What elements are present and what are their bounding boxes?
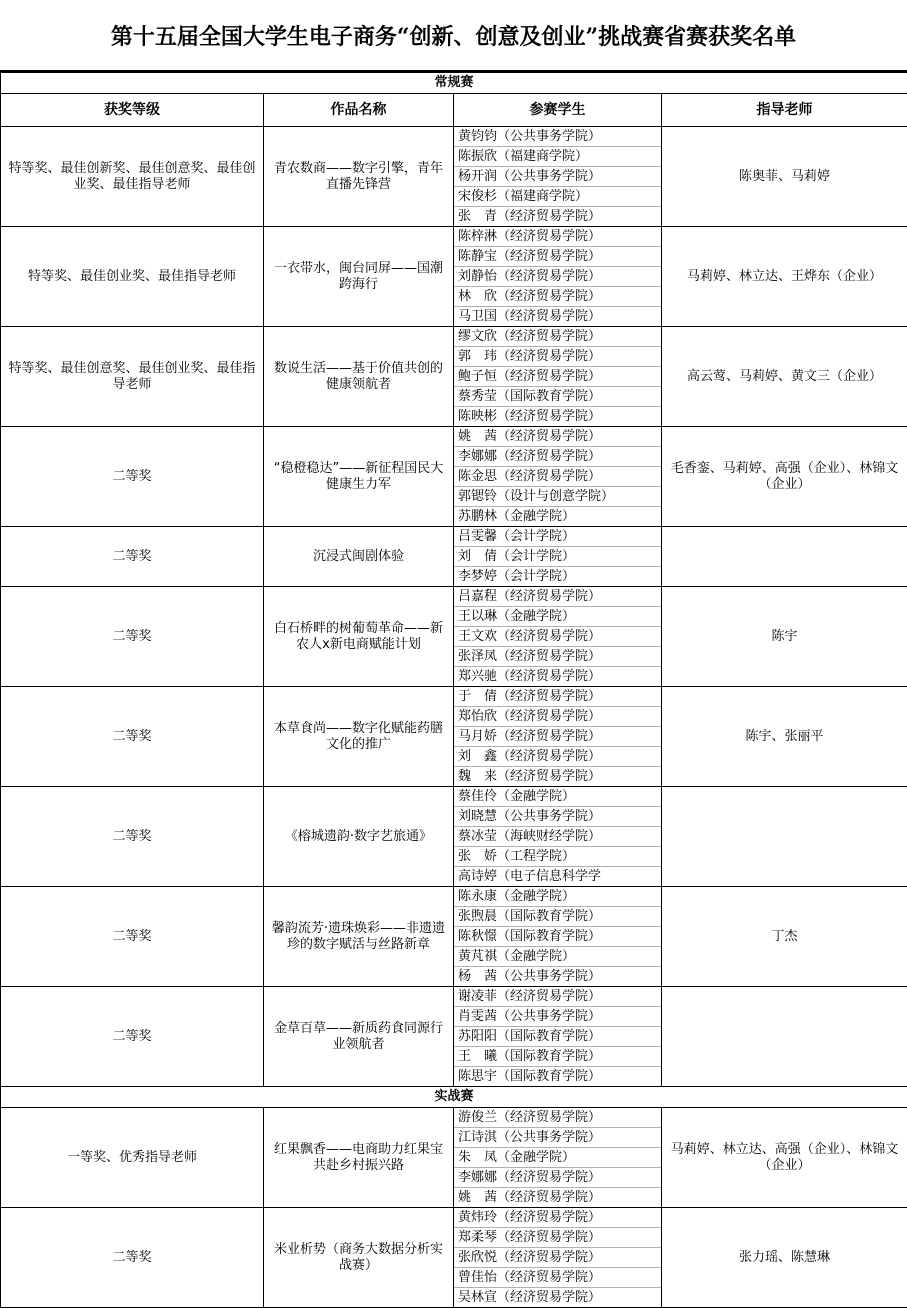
student-name: 刘静怡（经济贸易学院）: [454, 267, 661, 287]
award-level: 二等奖: [1, 887, 264, 987]
award-level: 二等奖: [1, 687, 264, 787]
table-row: [1, 1108, 907, 1208]
award-level: 二等奖: [1, 427, 264, 527]
student-name: 郭锶铃（设计与创意学院）: [454, 487, 661, 507]
table-row: [1, 427, 907, 527]
page-title: 第十五届全国大学生电子商务“创新、创意及创业”挑战赛省赛获奖名单: [0, 0, 907, 72]
student-name: 蔡秀莹（国际教育学院）: [454, 387, 661, 407]
table-row: [1, 787, 907, 887]
student-name: 姚 茜（经济贸易学院）: [454, 1188, 661, 1207]
student-name: 马月娇（经济贸易学院）: [454, 727, 661, 747]
student-name: 张欣悦（经济贸易学院）: [454, 1248, 661, 1268]
header-row: [1, 94, 907, 127]
student-name: 王以琳（金融学院）: [454, 607, 661, 627]
student-name: 曾佳怡（经济贸易学院）: [454, 1268, 661, 1288]
student-name: 吕雯馨（会计学院）: [454, 527, 661, 547]
student-list: [454, 427, 662, 527]
student-name: 张泽凤（经济贸易学院）: [454, 647, 661, 667]
student-name: 王文欢（经济贸易学院）: [454, 627, 661, 647]
student-list: [454, 587, 662, 687]
student-name: 杨 茜（公共事务学院）: [454, 967, 661, 986]
award-level: 特等奖、最佳创新奖、最佳创意奖、最佳创业奖、最佳指导老师: [1, 127, 264, 227]
table-row: [1, 587, 907, 687]
student-name: 张煦晨（国际教育学院）: [454, 907, 661, 927]
student-name: 刘 鑫（经济贸易学院）: [454, 747, 661, 767]
student-name: 李梦婷（会计学院）: [454, 567, 661, 586]
student-name: 高诗婷（电子信息科学学: [454, 867, 661, 886]
work-title: 青农数商——数字引擎，青年直播先锋营: [264, 127, 454, 227]
student-name: 朱 凤（金融学院）: [454, 1148, 661, 1168]
student-name: 林 欣（经济贸易学院）: [454, 287, 661, 307]
advisor-names: 陈奥菲、马莉婷: [662, 127, 907, 227]
table-row: [1, 127, 907, 227]
student-name: 宋俊杉（福建商学院）: [454, 187, 661, 207]
student-name: 蔡冰莹（海峡财经学院）: [454, 827, 661, 847]
student-name: 王 曦（国际教育学院）: [454, 1047, 661, 1067]
student-list: [454, 127, 662, 227]
student-list: [454, 687, 662, 787]
header-students: 参赛学生: [454, 94, 662, 127]
advisor-names: 马莉婷、林立达、王烨东（企业）: [662, 227, 907, 327]
student-name: 陈静宝（经济贸易学院）: [454, 247, 661, 267]
student-name: 马卫国（经济贸易学院）: [454, 307, 661, 326]
advisor-names: [662, 787, 907, 887]
work-title: 红果飘香——电商助力红果宝共赴乡村振兴路: [264, 1108, 454, 1208]
table-row: [1, 527, 907, 587]
student-list: [454, 227, 662, 327]
section-title: 实战赛: [1, 1087, 907, 1108]
student-name: 游俊兰（经济贸易学院）: [454, 1108, 661, 1128]
work-title: 米业析势（商务大数据分析实战赛）: [264, 1208, 454, 1308]
student-name: 肖雯茜（公共事务学院）: [454, 1007, 661, 1027]
student-name: 谢凌菲（经济贸易学院）: [454, 987, 661, 1007]
advisor-names: [662, 527, 907, 587]
student-name: 郭 玮（经济贸易学院）: [454, 347, 661, 367]
section-row: [1, 1087, 907, 1108]
student-name: 郑兴驰（经济贸易学院）: [454, 667, 661, 686]
award-level: 二等奖: [1, 787, 264, 887]
header-award: 获奖等级: [1, 94, 264, 127]
student-name: 于 倩（经济贸易学院）: [454, 687, 661, 707]
work-title: “稳橙稳达”——新征程国民大健康生力军: [264, 427, 454, 527]
student-name: 郑柔琴（经济贸易学院）: [454, 1228, 661, 1248]
table-row: [1, 887, 907, 987]
student-name: 吕嘉程（经济贸易学院）: [454, 587, 661, 607]
student-name: 陈秋憬（国际教育学院）: [454, 927, 661, 947]
advisor-names: 陈宇: [662, 587, 907, 687]
student-name: 黄炜玲（经济贸易学院）: [454, 1208, 661, 1228]
award-table-body: [1, 73, 907, 1308]
student-name: 苏鹏林（金融学院）: [454, 507, 661, 526]
advisor-names: 丁杰: [662, 887, 907, 987]
award-level: 特等奖、最佳创业奖、最佳指导老师: [1, 227, 264, 327]
student-name: 刘 倩（会计学院）: [454, 547, 661, 567]
section-title: 常规赛: [1, 73, 907, 94]
table-row: [1, 1208, 907, 1308]
student-name: 陈振欣（福建商学院）: [454, 147, 661, 167]
student-name: 李娜娜（经济贸易学院）: [454, 447, 661, 467]
student-list: [454, 987, 662, 1087]
award-level: 一等奖、优秀指导老师: [1, 1108, 264, 1208]
work-title: 本草食尚——数字化赋能药膳文化的推广: [264, 687, 454, 787]
award-level: 二等奖: [1, 527, 264, 587]
student-name: 黄芃祺（金融学院）: [454, 947, 661, 967]
student-name: 缪文欣（经济贸易学院）: [454, 327, 661, 347]
student-name: 杨开润（公共事务学院）: [454, 167, 661, 187]
student-name: 李娜娜（经济贸易学院）: [454, 1168, 661, 1188]
table-row: [1, 327, 907, 427]
table-row: [1, 227, 907, 327]
student-name: 魏 来（经济贸易学院）: [454, 767, 661, 786]
work-title: 一衣带水，闽台同屏——国潮跨海行: [264, 227, 454, 327]
table-row: [1, 687, 907, 787]
header-advisors: 指导老师: [662, 94, 907, 127]
work-title: 数说生活——基于价值共创的健康领航者: [264, 327, 454, 427]
student-name: 刘晓慧（公共事务学院）: [454, 807, 661, 827]
table-row: [1, 987, 907, 1087]
advisor-names: 毛香銮、马莉婷、高强（企业）、林锦文（企业）: [662, 427, 907, 527]
student-name: 蔡佳伶（金融学院）: [454, 787, 661, 807]
advisor-names: 马莉婷、林立达、高强（企业）、林锦文（企业）: [662, 1108, 907, 1208]
student-name: 陈永康（金融学院）: [454, 887, 661, 907]
student-name: 鲍子恒（经济贸易学院）: [454, 367, 661, 387]
award-level: 二等奖: [1, 587, 264, 687]
student-name: 江诗淇（公共事务学院）: [454, 1128, 661, 1148]
student-name: 姚 茜（经济贸易学院）: [454, 427, 661, 447]
award-level: 二等奖: [1, 1208, 264, 1308]
student-name: 陈映彬（经济贸易学院）: [454, 407, 661, 426]
student-name: 陈思宇（国际教育学院）: [454, 1067, 661, 1086]
work-title: 白石桥畔的树葡萄革命——新农人x新电商赋能计划: [264, 587, 454, 687]
student-name: 郑怡欣（经济贸易学院）: [454, 707, 661, 727]
student-list: [454, 1108, 662, 1208]
advisor-names: 张力瑶、陈慧琳: [662, 1208, 907, 1308]
header-work: 作品名称: [264, 94, 454, 127]
student-list: [454, 527, 662, 587]
student-list: [454, 1208, 662, 1308]
work-title: 《榕城遗韵·数字艺旅通》: [264, 787, 454, 887]
work-title: 金草百草——新质药食同源行业领航者: [264, 987, 454, 1087]
student-name: 黄钧钧（公共事务学院）: [454, 127, 661, 147]
award-level: 二等奖: [1, 987, 264, 1087]
student-name: 吴林宣（经济贸易学院）: [454, 1288, 661, 1307]
work-title: 馨韵流芳·遗珠焕彩——非遗遗珍的数字赋活与丝路新章: [264, 887, 454, 987]
student-name: 陈梓淋（经济贸易学院）: [454, 227, 661, 247]
award-level: 特等奖、最佳创意奖、最佳创业奖、最佳指导老师: [1, 327, 264, 427]
student-list: [454, 787, 662, 887]
work-title: 沉浸式闽剧体验: [264, 527, 454, 587]
student-name: 张 娇（工程学院）: [454, 847, 661, 867]
student-name: 陈金思（经济贸易学院）: [454, 467, 661, 487]
advisor-names: 高云莺、马莉婷、黄文三（企业）: [662, 327, 907, 427]
student-name: 张 青（经济贸易学院）: [454, 207, 661, 226]
student-name: 苏阳阳（国际教育学院）: [454, 1027, 661, 1047]
student-list: [454, 327, 662, 427]
section-row: [1, 73, 907, 94]
advisor-names: 陈宇、张丽平: [662, 687, 907, 787]
student-list: [454, 887, 662, 987]
advisor-names: [662, 987, 907, 1087]
award-table: [0, 72, 907, 1308]
